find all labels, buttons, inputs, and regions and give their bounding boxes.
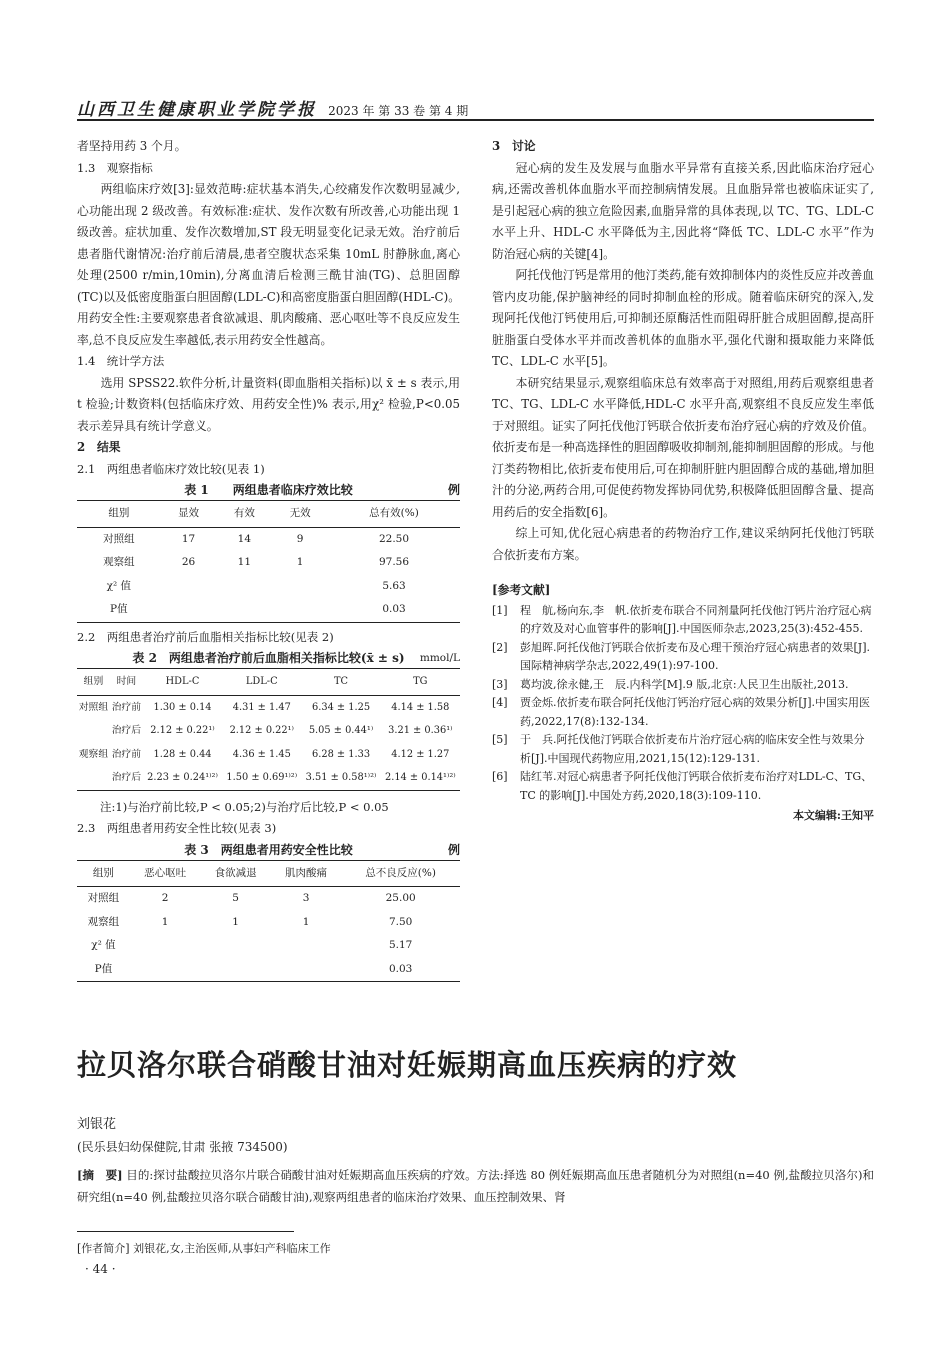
table-cell — [77, 719, 110, 743]
table1-header-cell: 无效 — [272, 501, 328, 528]
section-1-3-paragraph: 两组临床疗效[3]:显效范畴:症状基本消失,心绞痛发作次数明显减少,心功能出现 2 级改善。有效标准:症状、发作次数有所改善,心功能出现 1 级改善。症状加重、发作次数增加,ST 段无明显变化记录无效。治疗前后患者脂代谢情况:治疗前后清晨,患者空腹状态采集 10mL 肘静脉血,离心处理(2500 r/min,10min),分离血清后检测三酰甘油(TG)、总胆固醇(TC)以及低密度脂蛋白胆固醇(LDL-C)和高密度脂蛋白胆固醇(HDL-C)。用药安全性:主要观察患者食欲减退、肌肉酸痛、恶心呕吐等不良反应发生率,总不良反应发生率越低,表示用药安全性越高。 — [77, 182, 460, 347]
list-item — [492, 694, 874, 731]
table2-note: 注:1)与治疗前比较,P < 0.05;2)与治疗后比较,P < 0.05 — [100, 799, 389, 814]
table3-header-cell: 组别 — [77, 860, 130, 887]
table-cell: 4.14 ± 1.58 — [391, 701, 450, 713]
table-row — [77, 551, 460, 575]
author-name: 刘银花 — [77, 1117, 117, 1132]
ref-text: 程 航,杨向东,李 帆.依折麦布联合不同剂量阿托伐他汀钙片治疗冠心病的疗效及对心血管事件的影响[J].中国医师杂志,2023,25(3):452-455. — [520, 603, 872, 635]
table2-header-cell: 时间 — [110, 669, 143, 696]
table-cell: 5.17 — [388, 939, 413, 951]
ref-number: [2] — [492, 640, 508, 654]
table-cell — [216, 575, 272, 599]
table3 — [77, 860, 460, 983]
table-cell: 治疗前 — [111, 701, 142, 713]
left-column — [77, 136, 460, 982]
section-2-3-title: 2.3 两组患者用药安全性比较(见表 3) — [77, 821, 277, 835]
ref-number: [3] — [492, 677, 508, 691]
table-cell: 11 — [237, 556, 252, 568]
table3-caption-row — [77, 840, 460, 860]
table-cell: 1 — [232, 915, 239, 928]
table-cell: 治疗后 — [111, 725, 142, 736]
table3-unit: 例 — [447, 842, 460, 857]
table-cell — [200, 934, 270, 958]
table-cell: 2.14 ± 0.14¹⁾²⁾ — [384, 772, 456, 783]
table1-header-cell: 显效 — [161, 501, 217, 528]
table-cell: 2.12 ± 0.22¹⁾ — [150, 725, 215, 736]
table3-header-row — [77, 860, 460, 887]
table2-header-cell: 组别 — [77, 669, 110, 696]
table1-header-row — [77, 501, 460, 528]
running-header — [77, 95, 874, 121]
table-cell: 观察组 — [78, 748, 109, 760]
table-row — [77, 934, 460, 958]
table1-header-cell: 总有效(%) — [328, 501, 460, 528]
table-row — [77, 719, 460, 743]
table2-caption: 表 2 两组患者治疗前后血脂相关指标比较(x̄ ± s) — [132, 651, 405, 665]
table-cell: 1.28 ± 0.44 — [153, 748, 212, 760]
table-cell: 对照组 — [103, 532, 135, 545]
footnote-divider — [77, 1231, 294, 1232]
table2-header-row — [77, 669, 460, 696]
journal-name: 山西卫生健康职业学院学报 — [77, 100, 317, 120]
table-cell: 4.36 ± 1.45 — [232, 748, 291, 760]
table1-caption-row — [77, 480, 460, 500]
table-cell: 5.05 ± 0.44¹⁾ — [308, 725, 374, 736]
author-footnote: [作者简介] 刘银花,女,主治医师,从事妇产科临床工作 — [77, 1242, 331, 1255]
table-cell: χ² 值 — [106, 579, 132, 592]
table1-caption: 表 1 两组患者临床疗效比较 — [184, 483, 353, 497]
table-cell: χ² 值 — [91, 939, 116, 951]
table1-header-cell: 有效 — [216, 501, 272, 528]
references-title: [参考文献] — [492, 583, 551, 597]
section-1-3-title: 1.3 观察指标 — [77, 160, 153, 175]
table2-header-cell: TG — [381, 669, 460, 696]
section-2-2-title: 2.2 两组患者治疗前后血脂相关指标比较(见表 2) — [77, 629, 334, 644]
table-cell: 2.23 ± 0.24¹⁾²⁾ — [147, 772, 218, 783]
ref-number: [1] — [492, 603, 508, 617]
ref-text: 葛均波,徐永健,王 辰.内科学[M].9 版,北京:人民卫生出版社,2013. — [520, 677, 849, 691]
section-2-1-title: 2.1 两组患者临床疗效比较(见表 1) — [77, 461, 265, 476]
table-cell — [271, 934, 341, 958]
table3-header-cell: 肌肉酸痛 — [271, 860, 341, 887]
table-cell: 对照组 — [87, 892, 120, 904]
table3-header-cell: 食欲减退 — [200, 860, 270, 887]
table-cell — [130, 958, 200, 982]
table-cell: 7.50 — [388, 915, 413, 928]
table-row — [77, 527, 460, 551]
discussion-paragraph-1: 冠心病的发生及发展与血脂水平异常有直接关系,因此临床治疗冠心病,还需改善机体血脂水平而控制病情发展。且血脂异常也被临床证实了,是引起冠心病的独立危险因素,血脂异常的具体表现,以 TC、TG、LDL-C 水平上升、HDL-C 水平降低为主,因此将“降低 TC、LDL-C 水平”作为防治冠心病的关键[4]。 — [492, 160, 874, 261]
list-item — [492, 602, 874, 639]
ref-number: [4] — [492, 696, 508, 709]
table1-unit: 例 — [447, 483, 460, 497]
table-cell: 4.12 ± 1.27 — [391, 748, 450, 760]
article-title: 拉贝洛尔联合硝酸甘油对妊娠期高血压疾病的疗效 — [77, 1048, 738, 1082]
abstract-text: 目的:探讨盐酸拉贝洛尔片联合硝酸甘油对妊娠期高血压疾病的疗效。方法:择选 80 例妊娠期高血压患者随机分为对照组(n=40 例,盐酸拉贝洛尔)和研究组(n=40 例,盐酸拉贝洛尔联合硝酸甘油),观察两组患者的临床治疗效果、血压控制效果、肾 — [77, 1168, 875, 1204]
table-row — [77, 958, 460, 982]
table-cell: 1 — [161, 915, 169, 928]
list-item — [492, 768, 874, 805]
table-cell: 17 — [181, 532, 196, 545]
section-2-title: 2 结果 — [77, 440, 121, 454]
table-cell: 1.50 ± 0.69¹⁾²⁾ — [226, 772, 298, 783]
ref-text: 贾金烁.依折麦布联合阿托伐他汀钙治疗冠心病的效果分析[J].中国实用医药,2022,17(8):132-134. — [520, 696, 870, 728]
editor-credit: 本文编辑:王知平 — [792, 809, 874, 822]
table3-header-cell: 总不良反应(%) — [341, 860, 460, 887]
table-cell: 对照组 — [78, 701, 109, 713]
table-cell: 0.03 — [382, 603, 406, 615]
table-cell: 3.21 ± 0.36¹⁾ — [388, 725, 453, 736]
table2 — [77, 668, 460, 791]
table-cell: 6.34 ± 1.25 — [312, 701, 371, 713]
table2-header-cell: LDL-C — [222, 669, 301, 696]
ref-number: [6] — [492, 770, 508, 783]
table-cell: 0.03 — [388, 962, 413, 975]
discussion-paragraph-4: 综上可知,优化冠心病患者的药物治疗工作,建议采纳阿托伐他汀钙联合依折麦布方案。 — [492, 526, 874, 562]
table-cell — [216, 598, 272, 622]
table-cell: 1.30 ± 0.14 — [153, 701, 212, 713]
table2-unit: mmol/L — [419, 652, 460, 664]
table-cell: P值 — [94, 962, 113, 975]
table-cell: 3.51 ± 0.58¹⁾²⁾ — [305, 772, 377, 783]
table-row — [77, 911, 460, 935]
table-row — [77, 887, 460, 911]
table-row — [77, 575, 460, 599]
table3-header-cell: 恶心呕吐 — [130, 860, 200, 887]
table-cell: 5.63 — [382, 579, 406, 592]
table-cell: 治疗后 — [111, 772, 142, 783]
list-item — [492, 639, 874, 676]
list-item — [492, 731, 874, 768]
table-cell: 22.50 — [378, 532, 410, 545]
table-cell: 观察组 — [103, 556, 135, 568]
table-cell — [272, 598, 328, 622]
table-cell — [77, 766, 110, 790]
reference-list — [492, 602, 874, 806]
table-cell: 1 — [296, 556, 304, 568]
table-row — [77, 766, 460, 790]
ref-text: 陆红苇.对冠心病患者予阿托伐他汀钙联合依折麦布治疗对LDL-C、TG、TC 的影响[J].中国处方药,2020,18(3):109-110. — [520, 770, 873, 802]
page-number: · 44 · — [85, 1262, 116, 1276]
table2-header-cell: TC — [301, 669, 380, 696]
table1 — [77, 500, 460, 623]
table2-header-cell: HDL-C — [143, 669, 222, 696]
table-cell — [161, 575, 217, 599]
table-cell: 观察组 — [87, 915, 120, 928]
table-cell: 3 — [302, 892, 310, 904]
intro-line: 者坚持用药 3 个月。 — [77, 139, 187, 153]
table-cell: 26 — [181, 556, 196, 568]
table-cell — [130, 934, 200, 958]
table-cell: 4.31 ± 1.47 — [232, 701, 291, 713]
table-cell: 2.12 ± 0.22¹⁾ — [229, 725, 294, 736]
table1-header-cell: 组别 — [77, 501, 161, 528]
table-cell: 97.56 — [378, 556, 410, 568]
discussion-paragraph-2: 阿托伐他汀钙是常用的他汀类药,能有效抑制体内的炎性反应并改善血管内皮功能,保护脑神经的同时抑制血栓的形成。随着临床研究的深入,发现阿托伐他汀钙使用后,可抑制还原酶活性而阻碍肝脏合成胆固醇,提高肝脏脂蛋白受体水平并而改善机体的血脂水平,强化代谢和摄取能力来降低 TC、LDL-C 水平[5]。 — [492, 268, 874, 368]
section-1-4-title: 1.4 统计学方法 — [77, 354, 165, 368]
ref-text: 于 兵.阿托伐他汀钙联合依折麦布片治疗冠心病的临床安全性与效果分析[J].中国现代药物应用,2021,15(12):129-131. — [520, 733, 865, 765]
table-cell — [161, 598, 217, 622]
ref-text: 彭旭晖.阿托伐他汀钙联合依折麦布及心理干预治疗冠心病患者的效果[J].国际精神病学杂志,2022,49(1):97-100. — [520, 640, 870, 672]
table2-caption-row — [77, 648, 460, 668]
abstract-label: [摘 要] — [77, 1168, 123, 1182]
table-cell — [271, 958, 341, 982]
table-cell: 5 — [232, 892, 239, 904]
table-cell: 9 — [296, 532, 304, 545]
table-row — [77, 695, 460, 719]
section-1-4-paragraph: 选用 SPSS22.软件分析,计量资料(即血脂相关指标)以 x̄ ± s 表示,用 t 检验;计数资料(包括临床疗效、用药安全性)% 表示,用χ² 检验,P<0.05 表示差异具有统计学意义。 — [77, 375, 460, 433]
table-cell: 治疗前 — [111, 748, 142, 760]
abstract — [77, 1164, 874, 1208]
section-3-title: 3 讨论 — [492, 139, 536, 153]
table-cell — [272, 575, 328, 599]
table3-caption: 表 3 两组患者用药安全性比较 — [184, 842, 353, 857]
table-cell: 2 — [161, 892, 169, 904]
table-cell: 1 — [302, 915, 310, 928]
table-row — [77, 598, 460, 622]
issue-info: 2023 年 第 33 卷 第 4 期 — [328, 104, 469, 118]
author-affiliation: (民乐县妇幼保健院,甘肃 张掖 734500) — [77, 1140, 288, 1154]
list-item — [492, 676, 874, 695]
table-cell — [200, 958, 270, 982]
right-column — [492, 136, 874, 827]
discussion-paragraph-3: 本研究结果显示,观察组临床总有效率高于对照组,用药后观察组患者 TC、TG、LDL-C 水平降低,HDL-C 水平升高,观察组不良反应发生率低于对照组。证实了阿托伐他汀钙联合依折麦布治疗冠心病的疗效及价值。依折麦布是一种高选择性的胆固醇吸收抑制剂,能抑制胆固醇的形成。与他汀类药物相比,依折麦布使用后,可在抑制肝脏内胆固醇合成的基础,增加胆汁的分泌,两药合用,可促使药物发挥协同优势,积极降低胆固醇含量、提高用药后的安全指数[6]。 — [492, 375, 874, 519]
table-cell: 14 — [237, 532, 252, 545]
ref-number: [5] — [492, 733, 508, 746]
table-cell: 25.00 — [385, 892, 416, 904]
table-cell: 6.28 ± 1.33 — [312, 748, 371, 760]
table-cell: P值 — [110, 603, 128, 615]
table-row — [77, 743, 460, 767]
